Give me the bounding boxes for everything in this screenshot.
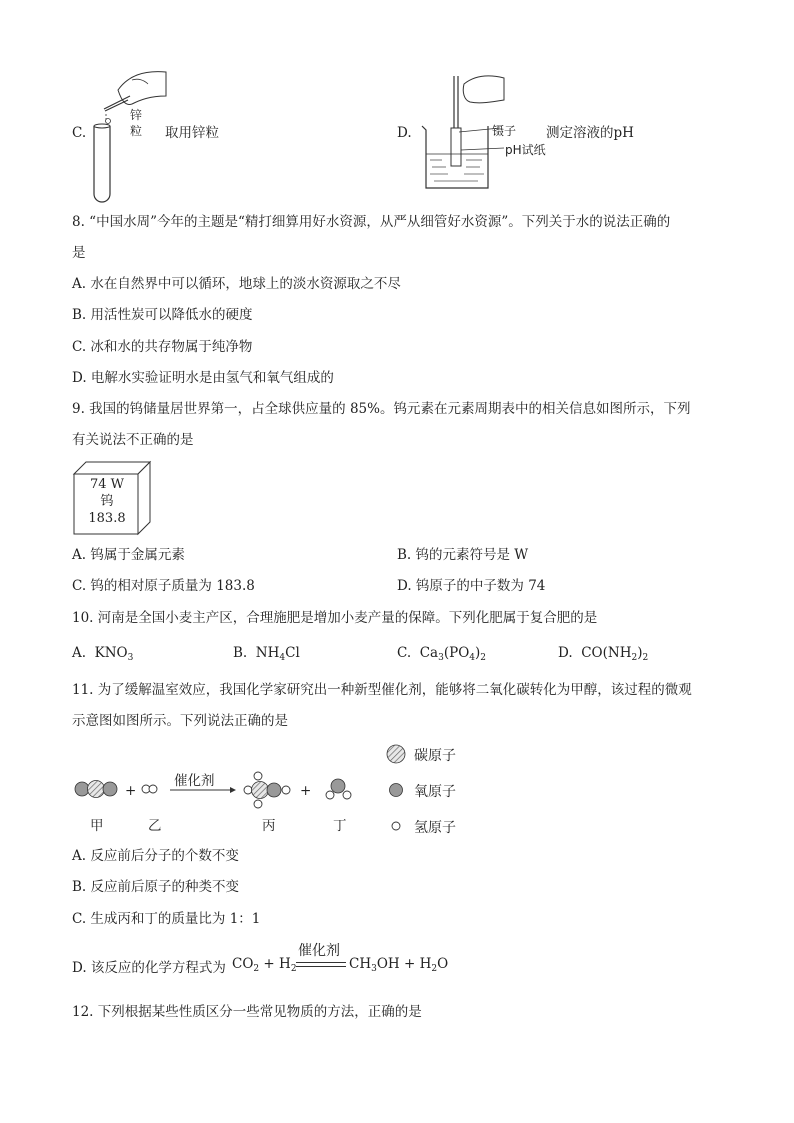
equation-double-line — [296, 962, 346, 967]
element-mass: 183.8 — [88, 511, 126, 526]
q11-option-c: C. 生成丙和丁的质量比为 1：1 — [72, 911, 261, 927]
q11-option-a: A. 反应前后分子的个数不变 — [72, 848, 239, 864]
q7-option-d-letter: D. — [397, 125, 412, 141]
q10-option-a-letter: A. — [72, 645, 87, 661]
q7-option-c-letter: C. — [72, 125, 87, 141]
element-name: 钨 — [100, 494, 114, 509]
legend-oxygen: 氧原子 — [414, 784, 456, 800]
reaction-plus-1: + — [125, 783, 137, 799]
q10-option-d: D. $CO(NH_2)_2$ — [558, 645, 649, 663]
legend-hydrogen: 氢原子 — [414, 820, 456, 836]
q11-option-b: B. 反应前后原子的种类不变 — [72, 879, 240, 895]
molecule-name-yi: 乙 — [148, 818, 162, 834]
molecule-name-ding: 丁 — [333, 818, 347, 834]
q8-option-b: B. 用活性炭可以降低水的硬度 — [72, 307, 253, 323]
molecule-ding-h2o — [326, 779, 351, 799]
q10-option-b: B. $NH_4Cl$ — [233, 645, 300, 663]
q10-option-b-letter: B. — [233, 645, 248, 661]
q8-stem-line1: 8. “中国水周”今年的主题是“精打细算用好水资源，从严从细管好水资源”。下列关于水的说法正确的 — [72, 214, 671, 230]
q10-option-d-letter: D. — [558, 645, 573, 661]
element-number-symbol: 74 W — [89, 477, 125, 492]
zinc-pellet-illustration — [88, 66, 168, 206]
reaction-plus-2: + — [300, 783, 312, 799]
q9-option-d: D. 钨原子的中子数为 74 — [397, 578, 546, 594]
ph-paper-label: pH试纸 — [505, 143, 546, 157]
q7-option-d-caption: 测定溶液的pH — [546, 125, 634, 141]
q8-option-c: C. 冰和水的共存物属于纯净物 — [72, 339, 253, 355]
q10-stem: 10. 河南是全国小麦主产区，合理施肥是增加小麦产量的保障。下列化肥属于复合肥的是 — [72, 610, 598, 626]
q9-option-c: C. 钨的相对原子质量为 183.8 — [72, 578, 255, 594]
q12-stem: 12. 下列根据某些性质区分一些常见物质的方法，正确的是 — [72, 1004, 422, 1020]
reaction-catalyst-label: 催化剂 — [174, 773, 215, 789]
q7-option-c-caption: 取用锌粒 — [165, 125, 219, 141]
tweezers-label: 镊子 — [492, 124, 517, 138]
molecule-yi-h2 — [142, 785, 157, 793]
zinc-label-2: 粒 — [130, 124, 143, 138]
q8-option-a: A. 水在自然界中可以循环，地球上的淡水资源取之不尽 — [72, 276, 401, 292]
q9-stem-line1: 9. 我国的钨储量居世界第一，占全球供应量的 85%。钨元素在元素周期表中的相关信息如图所示，下列 — [72, 401, 691, 417]
atom-legend-icons — [384, 744, 408, 834]
reaction-diagram — [70, 740, 360, 820]
element-card-tungsten — [72, 460, 152, 536]
q9-option-b: B. 钨的元素符号是 W — [397, 547, 529, 563]
molecule-bing-ch3oh — [244, 772, 290, 808]
q9-stem-line2: 有关说法不正确的是 — [72, 432, 194, 448]
equation-catalyst: 催化剂 — [298, 943, 340, 959]
q10-option-c-letter: C. — [397, 645, 412, 661]
molecule-name-bing: 丙 — [262, 818, 276, 834]
equation-products: $CH_3OH + H_2O$ — [349, 956, 449, 974]
carbon-atom-icon — [387, 745, 405, 763]
q11-stem-line2: 示意图如图所示。下列说法正确的是 — [72, 713, 288, 729]
equation-reactants: $CO_2 + H_2$ — [232, 956, 297, 974]
q9-option-a: A. 钨属于金属元素 — [72, 547, 185, 563]
q8-stem-line2: 是 — [72, 245, 86, 261]
molecule-name-jia: 甲 — [90, 818, 104, 834]
q11-option-d-prefix: D. 该反应的化学方程式为 — [72, 960, 226, 976]
zinc-label-1: 锌 — [130, 108, 143, 122]
legend-carbon: 碳原子 — [414, 748, 456, 764]
hydrogen-atom-icon — [392, 822, 400, 830]
molecule-jia-co2 — [75, 781, 117, 798]
q10-option-c: C. $Ca_3(PO_4)_2$ — [397, 645, 487, 663]
q11-stem-line1: 11. 为了缓解温室效应，我国化学家研究出一种新型催化剂，能够将二氧化碳转化为甲醇，该过程的微观 — [72, 682, 692, 698]
q8-option-d: D. 电解水实验证明水是由氢气和氧气组成的 — [72, 370, 334, 386]
oxygen-atom-icon — [390, 784, 403, 797]
q10-option-a: A. $KNO_3$ — [72, 645, 134, 663]
